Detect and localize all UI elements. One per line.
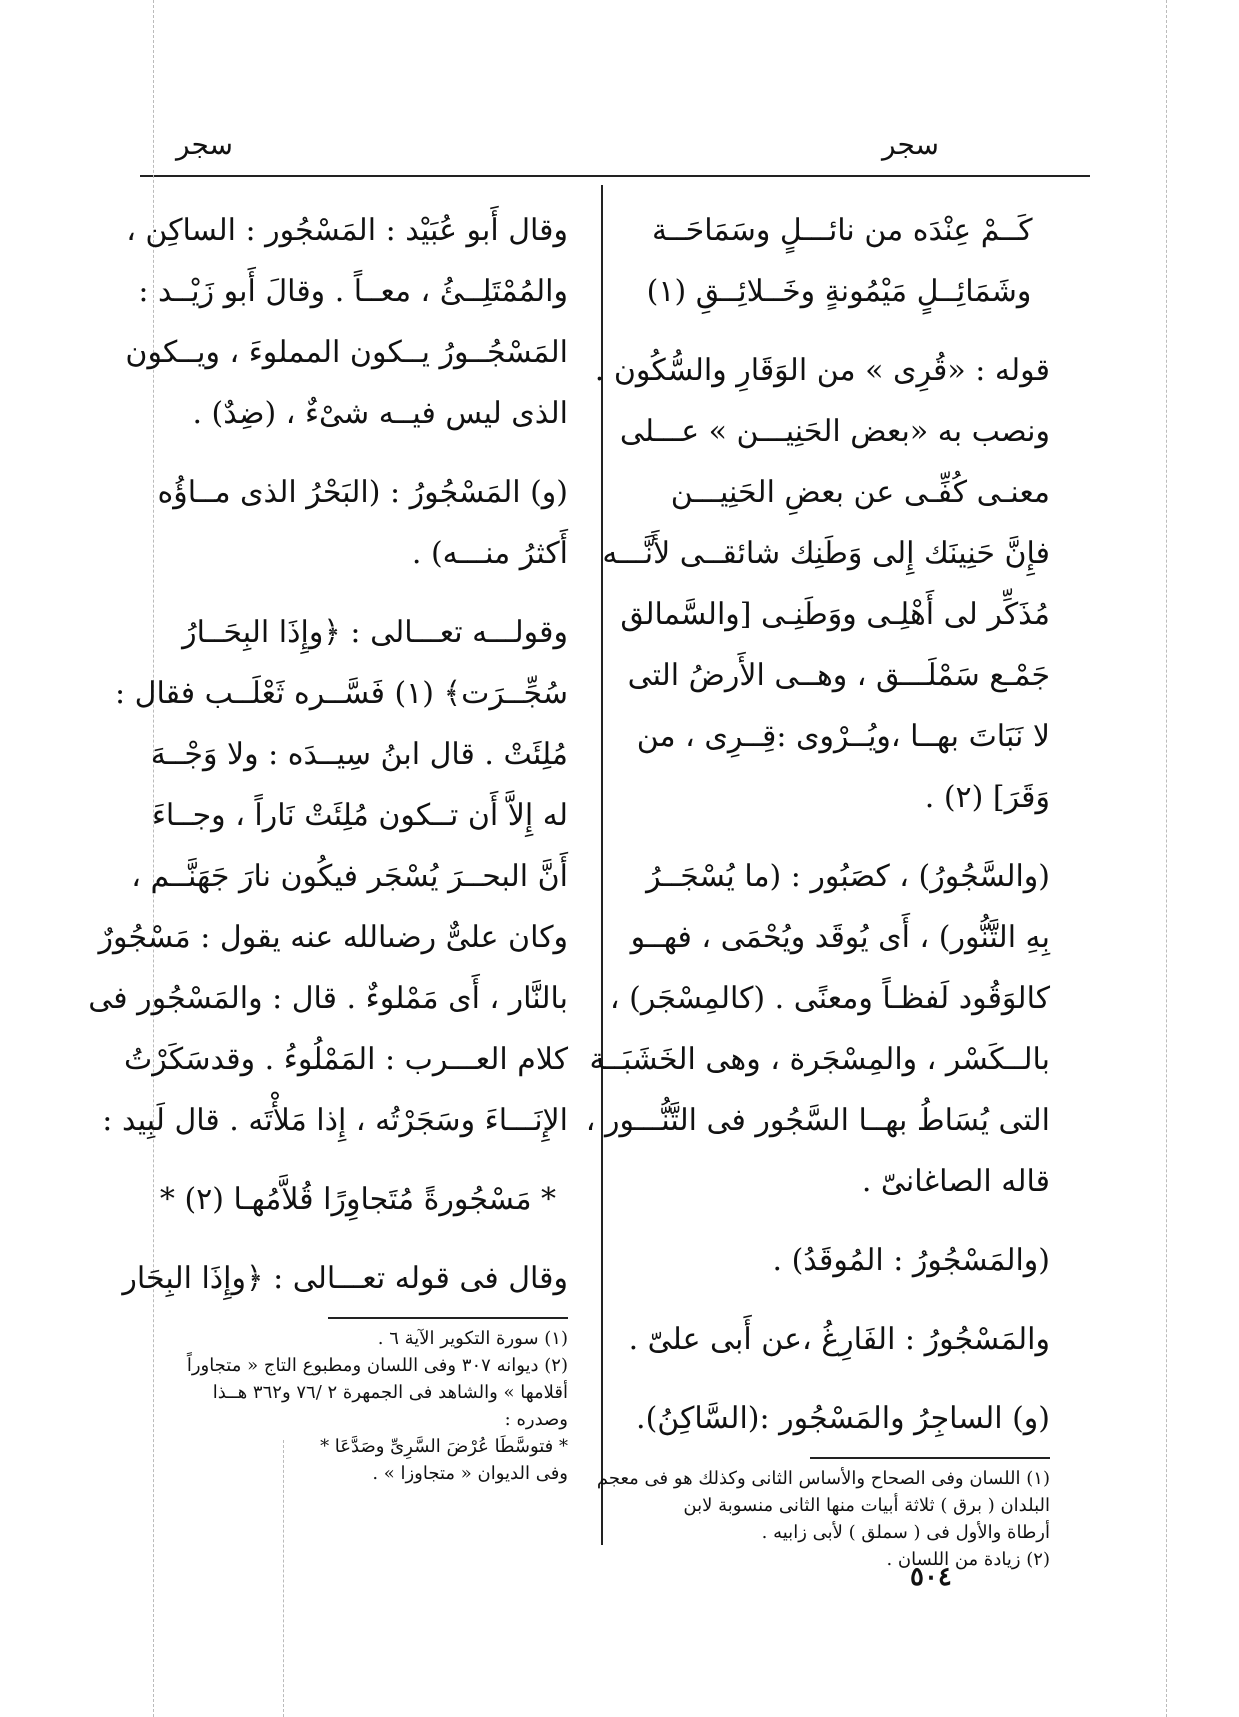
text-line: الذى ليس فيــه شىْءٌ ، (ضِدٌ) .: [192, 396, 568, 431]
footnote-rule: [328, 1317, 568, 1319]
text-line: وَقَرَ] (٢) .: [924, 780, 1050, 815]
footnote-line: وفى الديوان « متجاوزا » .: [372, 1463, 568, 1484]
text-line: التى يُسَاطُ بهــا السَّجُور فى التَّنُّـــور ،: [585, 1103, 1050, 1138]
text-line: ونصب به «بعض الحَنِيـــن » عـــلى: [619, 414, 1050, 449]
text-line: كلام العـــرب : المَمْلُوءُ . وقدسَكَرْتُ: [124, 1042, 568, 1077]
text-line: له إِلاَّ أَن تــكون مُلِئَتْ نَاراً ، وجــاءَ: [151, 798, 568, 833]
text-line: سُجِّــرَت﴾ (١) فَسَّــره ثَعْلَــب فقال :: [115, 676, 568, 711]
entry-line: (والسَّجُورُ) ، كصَبُور : (ما يُسْجَــرُ: [646, 859, 1050, 894]
text-line: وقال أَبو عُبَيْد : المَسْجُور : الساكِن ،: [126, 213, 568, 248]
text-line: بالنَّار ، أَى مَمْلوءٌ . قال : والمَسْجُور فى: [88, 981, 568, 1016]
footnote-line: أقلامها » والشاهد فى الجمهرة ٢ /٧٦ و٣٦٢ هــذا: [212, 1382, 568, 1403]
text-line: وقال فى قوله تعـــالى : ﴿وإِذَا البِحَار: [122, 1261, 568, 1296]
text-line: لا نَبَاتَ بهــا ،ويُــرْوى :قِــرِى ، من: [636, 719, 1050, 754]
page-number: ٥٠٤: [910, 1562, 952, 1592]
text-line: المَسْجُــورُ يــكون المملوءَ ، ويــكون: [125, 335, 568, 370]
text-line: جَمْـع سَمْلَـــق ، وهــى الأَرضُ التى: [627, 658, 1050, 693]
text-line: فإِنَّ حَنِينَك إِلى وَطَنِك شائقــى لأَنَّـــه: [602, 536, 1050, 571]
text-line: بالــكَسْر ، والمِسْجَرة ، وهى الخَشَبَــة: [589, 1042, 1050, 1077]
entry-line: (و) المَسْجُورُ : (البَحْرُ الذى مــاؤُه: [157, 475, 568, 510]
text-line: وكان علىٌّ رضىالله عنه يقول : مَسْجُورٌ: [98, 920, 568, 955]
text-line: الإِنَـــاءَ وسَجَرْتُه ، إِذا مَلأْتَه . قال لَبِيد :: [102, 1103, 568, 1138]
running-head-left: سجر: [176, 128, 233, 161]
text-line: قوله : «قُرِى » من الوَقَارِ والسُّكُون .: [594, 353, 1050, 388]
footnote-line: البلدان ( برق ) ثلاثة أبيات منها الثانى منسوبة لابن: [683, 1495, 1050, 1516]
verse-line: * مَسْجُورةً مُتَجاوِرًا قُلاَّمُهـا (٢) *: [159, 1182, 557, 1217]
footnote-line: وصدره :: [504, 1409, 568, 1430]
entry-line: (و) الساجِرُ والمَسْجُور :(السَّاكِنُ).: [636, 1401, 1050, 1436]
right-column: [585, 200, 1050, 1573]
text-line: معنـى كُفِّـى عن بعضِ الحَنِيـــن: [670, 475, 1050, 510]
text-line: قاله الصاغانىّ .: [861, 1164, 1050, 1199]
running-head-right: سجر: [882, 128, 939, 161]
footnote-line: أرطاة والأول فى ( سملق ) لأبى زابيه .: [761, 1522, 1050, 1543]
text-line: بِهِ التَّنُّور) ، أَى يُوقَد ويُحْمَى ، فهــو: [630, 920, 1050, 955]
verse-line: وشَمَائِــلٍ مَيْمُونةٍ وخَــلائِــقِ (١): [646, 274, 1032, 309]
text-line: وقولـــه تعـــالى : ﴿وإِذَا البِحَــارُ: [182, 615, 568, 650]
text-line: مُلِئَتْ . قال ابنُ سِيــدَه : ولا وَجْــهَ: [150, 737, 568, 772]
footnote-line: (٢) ديوانه ٣٠٧ وفى اللسان ومطبوع التاج « متجاوراً: [186, 1355, 568, 1376]
left-column: [88, 200, 568, 1487]
text-line: أَكثرُ منـــه) .: [411, 536, 568, 571]
text-line: والمُمْتَلِــئُ ، معــاً . وقالَ أَبو زَيْــد :: [138, 274, 568, 309]
text-line: كالوَقُود لَفظـاً ومعنًى . (كالمِسْجَر) ،: [609, 981, 1050, 1016]
entry-line: والمَسْجُورُ : الفَارِغُ ،عن أَبى علىّ .: [628, 1322, 1050, 1357]
entry-line: (والمَسْجُورُ : المُوقَدُ) .: [772, 1243, 1050, 1278]
footnote-line: (١) سورة التكوير الآية ٦ .: [377, 1328, 568, 1349]
scan-dash-right: [1166, 0, 1167, 1717]
footnote-rule: [810, 1457, 1050, 1459]
text-line: أَنَّ البحــرَ يُسْجَر فيكُون نارَ جَهَنَّــم ،: [131, 859, 568, 894]
footnote-line: * فتوسَّطَا عُرْضَ السَّرِىِّ وصَدَّعَا *: [320, 1436, 568, 1457]
header-rule: [140, 175, 1090, 177]
text-line: مُذَكِّر لى أَهْلِـى ووَطَنِـى [والسَّمالق: [620, 597, 1050, 632]
footnote-line: (٢) زيادة من اللسان .: [886, 1549, 1050, 1570]
verse-line: كَــمْ عِنْدَه من نائـــلٍ وسَمَاحَــة: [652, 213, 1033, 248]
footnote-line: (١) اللسان وفى الصحاح والأساس الثانى وكذلك هو فى معجم: [596, 1468, 1050, 1489]
